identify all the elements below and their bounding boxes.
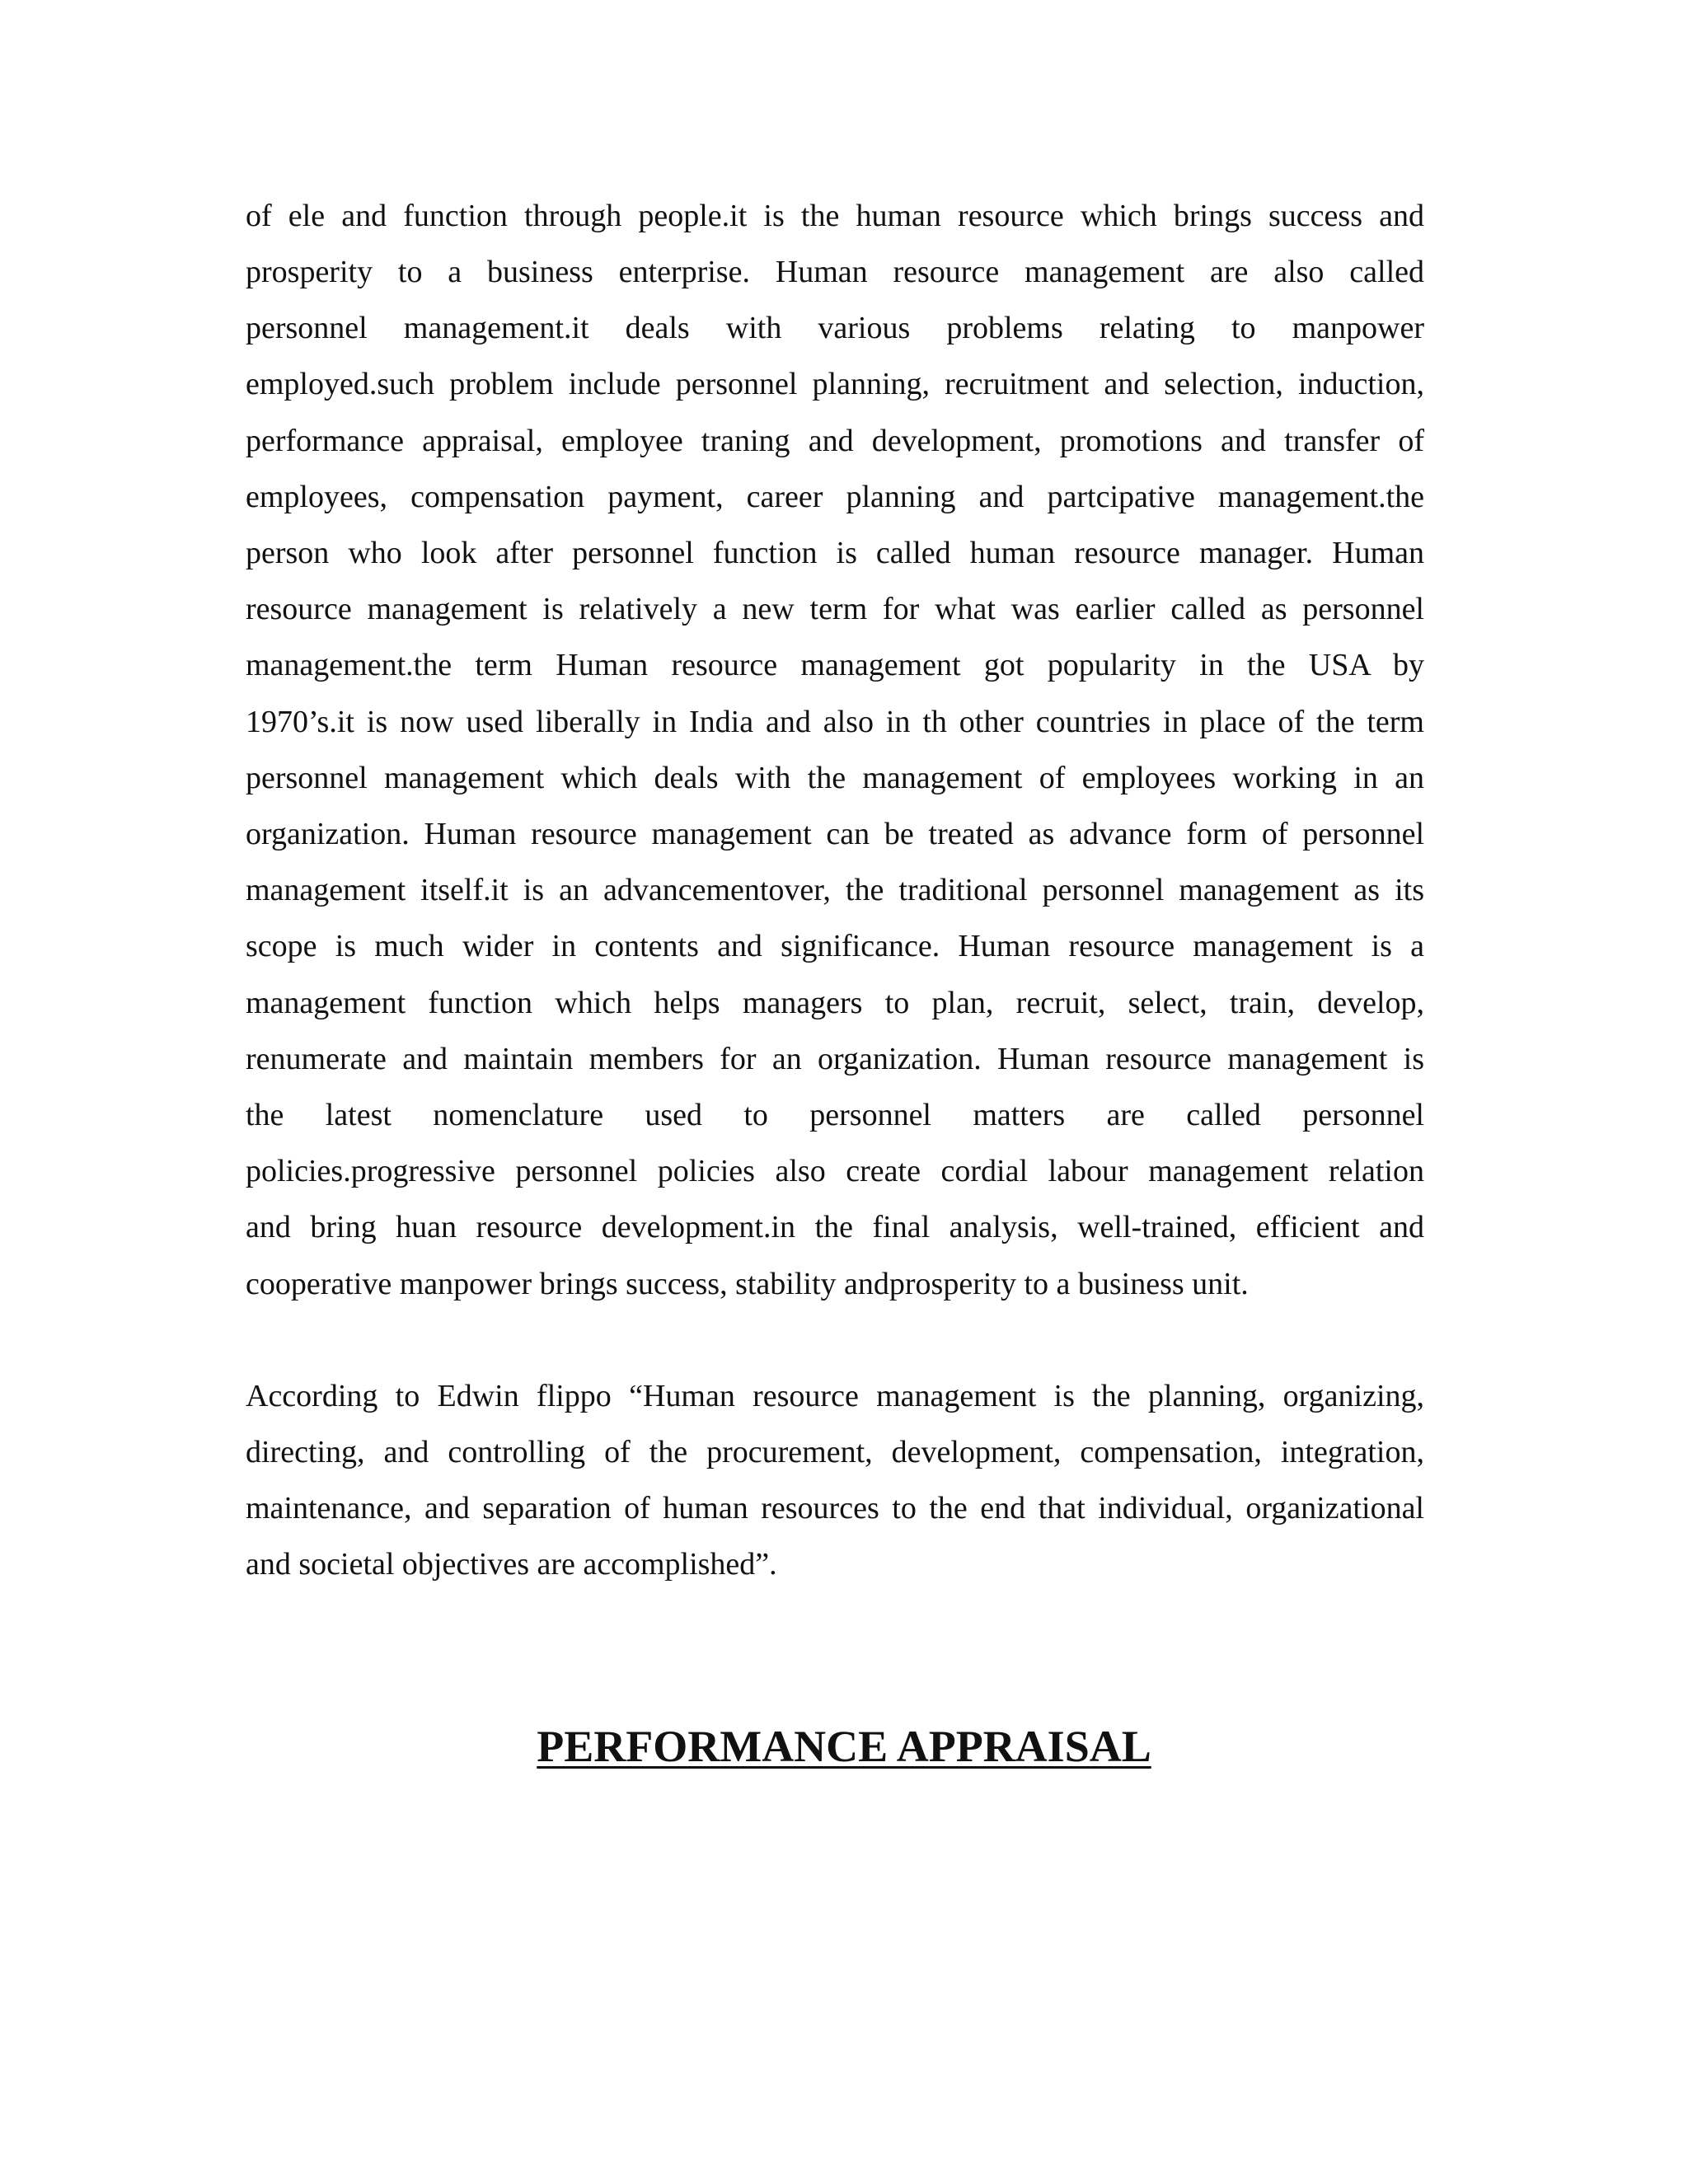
text-line: According to Edwin flippo “Human resource management is the planning, organizing, xyxy=(246,1379,1424,1413)
text-line: directing, and controlling of the procurement, development, compensation, integration, xyxy=(246,1435,1424,1469)
text-line: of ele and function through people.it is the human resource which brings success and xyxy=(246,199,1424,233)
text-line: renumerate and maintain members for an organization. Human resource management is xyxy=(246,1042,1424,1076)
text-line: cooperative manpower brings success, stability andprosperity to a business unit. xyxy=(246,1267,1249,1301)
text-line: performance appraisal, employee traning and development, promotions and transfer of xyxy=(246,424,1424,458)
section-heading: PERFORMANCE APPRAISAL xyxy=(537,1722,1151,1771)
text-line: and societal objectives are accomplished”. xyxy=(246,1547,777,1582)
text-line: employees, compensation payment, career planning and partcipative management.the xyxy=(246,480,1424,514)
text-line: the latest nomenclature used to personnel matters are called personnel xyxy=(246,1098,1424,1132)
text-line: and bring huan resource development.in the final analysis, well-trained, efficient and xyxy=(246,1210,1424,1244)
text-line: person who look after personnel function is called human resource manager. Human xyxy=(246,536,1424,570)
text-line: scope is much wider in contents and significance. Human resource management is a xyxy=(246,929,1424,963)
text-line: prosperity to a business enterprise. Human resource management are also called xyxy=(246,255,1424,289)
text-line: organization. Human resource management can be treated as advance form of personnel xyxy=(246,817,1424,851)
text-line: policies.progressive personnel policies also create cordial labour management relation xyxy=(246,1154,1424,1188)
text-line: resource management is relatively a new term for what was earlier called as personnel xyxy=(246,592,1424,626)
text-line: personnel management.it deals with various problems relating to manpower xyxy=(246,311,1424,345)
text-line: employed.such problem include personnel planning, recruitment and selection, induction, xyxy=(246,367,1424,401)
text-line: management itself.it is an advancementover, the traditional personnel management as its xyxy=(246,873,1424,907)
text-line: maintenance, and separation of human resources to the end that individual, organizational xyxy=(246,1491,1424,1526)
text-line: management function which helps managers to plan, recruit, select, train, develop, xyxy=(246,986,1424,1020)
text-line: management.the term Human resource management got popularity in the USA by xyxy=(246,648,1424,682)
text-line: 1970’s.it is now used liberally in India and also in th other countries in place of the term xyxy=(246,705,1424,739)
text-line: personnel management which deals with the management of employees working in an xyxy=(246,761,1424,795)
